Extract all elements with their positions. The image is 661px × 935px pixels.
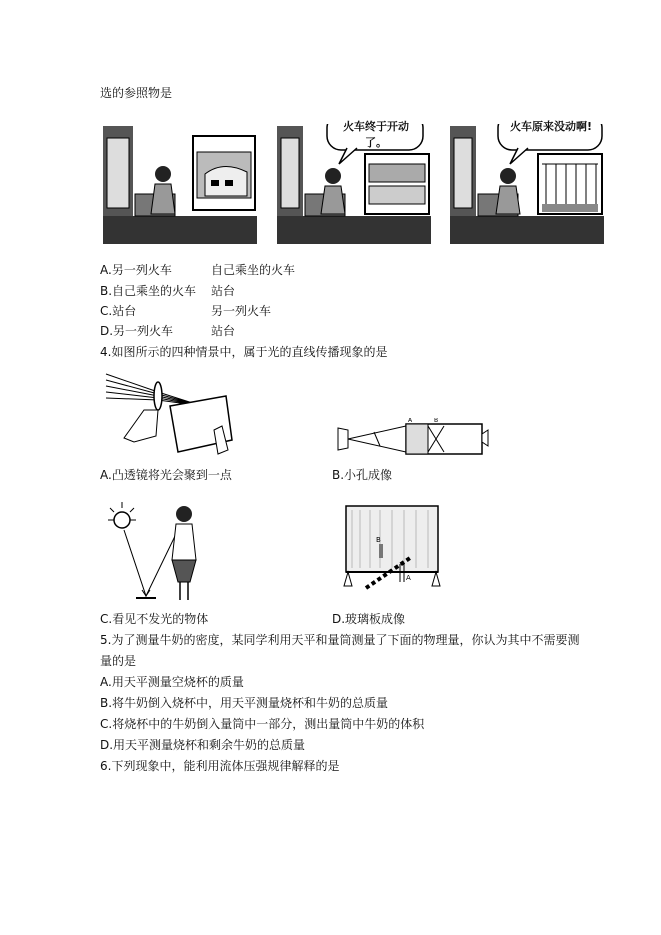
q5-stem-line2: 量的是: [100, 654, 137, 668]
q3-option-a-right: 自己乘坐的火车: [211, 263, 296, 277]
q5-stem-line1: 5.为了测量牛奶的密度，某同学利用天平和量筒测量了下面的物理量，你认为其中不需要测: [100, 633, 580, 647]
q5-option-c: C.将烧杯中的牛奶倒入量筒中一部分，测出量筒中牛奶的体积: [100, 717, 425, 731]
q3-intro: 选的参照物是: [100, 86, 173, 100]
q5-option-d: D.用天平测量烧杯和剩余牛奶的总质量: [100, 738, 306, 752]
fig-d-label-b: B: [376, 536, 381, 544]
figure-glass-plate: [340, 502, 442, 596]
q5-option-a: A.用天平测量空烧杯的质量: [100, 675, 244, 689]
q4-stem: 4.如图所示的四种情景中，属于光的直线传播现象的是: [100, 345, 388, 359]
fig-d-label-a: A: [406, 574, 411, 582]
train-panel-3: [448, 120, 606, 246]
q3-option-d-right: 站台: [211, 324, 236, 338]
q3-option-c: C.站台: [100, 304, 137, 318]
figure-pinhole-camera: [334, 418, 490, 458]
q3-option-b: B.自己乘坐的火车: [100, 284, 197, 298]
fig-b-label-b: B: [434, 418, 439, 424]
train-panel-1: [101, 124, 259, 246]
fig-b-label-a: A: [408, 418, 413, 424]
q5-option-b: B.将牛奶倒入烧杯中，用天平测量烧杯和牛奶的总质量: [100, 696, 389, 710]
q3-option-c-right: 另一列火车: [211, 304, 272, 318]
figure-convex-lens: [104, 366, 234, 458]
q3-option-d: D.另一列火车: [100, 324, 174, 338]
q6-stem: 6.下列现象中，能利用流体压强规律解释的是: [100, 759, 340, 773]
train-panel-2: [275, 120, 433, 246]
figure-non-luminous-object: [106, 500, 206, 604]
q4-caption-a: A.凸透镜将光会聚到一点: [100, 468, 232, 482]
q3-option-a: A.另一列火车: [100, 263, 172, 277]
q4-caption-b: B.小孔成像: [332, 468, 393, 482]
q4-caption-c: C.看见不发光的物体: [100, 612, 209, 626]
bubble-train-not-moving: 火车原来没动啊!: [509, 120, 593, 133]
bubble-train-started: 火车终于开动了。: [343, 120, 409, 149]
q4-caption-d: D.玻璃板成像: [332, 612, 406, 626]
q3-option-b-right: 站台: [211, 284, 236, 298]
